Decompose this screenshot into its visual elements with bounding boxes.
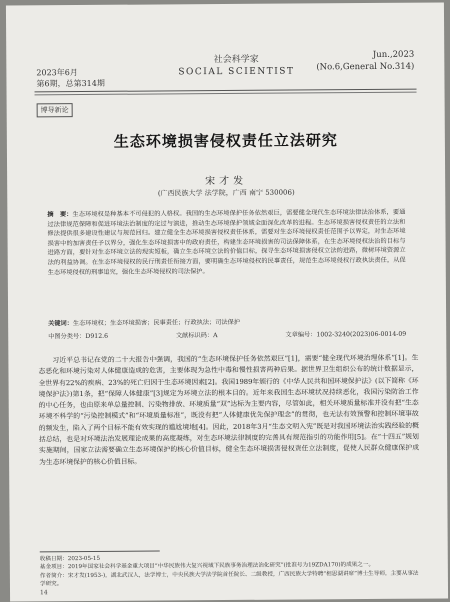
- article-number: 文章编号：1002-3240(2023)06-0014-09: [285, 330, 407, 339]
- clc-number: 中图分类号：D912.6: [48, 332, 109, 341]
- abstract-text: 生态环境权是种基本不可侵犯的人格权。我国的生态环境保护任务依然艰巨，需要健全现代生态环境法律法治体系，要通过法律规范保障和促进环境法治制度的定过与演进，推动生态环境保护领域全面深化改革的进程。生态环境损害侵权责任的立法和修法提供很多建设性建议与规范回归。建立健全生态环境损害侵权责任体系，需要对生态环境侵权责任范围予以界定，对生态环境损害中的加害责任予以界分，强化生态环境损害中的政府责任，构建生态环境损害的司法保障体系，在生态环境侵权法治的目标与进路方面，要针对生态环境立法的现实短板，确立生态环境立法的价值目标，探寻生态环境损害侵权立法的进路，微树环境资源立法的利益协调。在生态环境侵权的民行刑责任衔接方面，要明确生态环境侵权的民事责任，规范生态环境侵权行政执法责任，从促生态环境侵权的刑事追究，强化生态环境侵权的司法保护。: [47, 208, 406, 276]
- header-right: [316, 49, 414, 74]
- journal-name-en: SOCIAL SCIENTIST: [178, 66, 295, 78]
- article-title: 生态环境损害侵权责任立法研究: [113, 131, 338, 151]
- column-tag: 博导新论: [37, 103, 73, 117]
- abstract-label: 摘 要：: [47, 211, 73, 219]
- header-left: [36, 67, 105, 89]
- footnote-funding: 基金项目：2019年国家社会科学基金重大项目“中华民族伟大复兴视域下民族事务治理法治化研究”(批准号为19ZDA170)的成果之一。: [39, 562, 375, 571]
- running-header: [6, 42, 444, 95]
- journal-name-cn: 社会科学家: [213, 54, 259, 66]
- footnotes: [40, 553, 420, 589]
- keywords: [48, 316, 406, 327]
- journal-page: [6, 2, 448, 601]
- article-author: 宋才发: [205, 175, 248, 188]
- document-code: 文献标识码：A: [175, 332, 218, 340]
- header-issue-en: (No.6,General No.314): [316, 61, 415, 73]
- header-rule-thin: [35, 92, 417, 96]
- footnote-rule: [40, 550, 160, 552]
- page-number: 14: [40, 589, 48, 597]
- footnote-received: 收稿日期：2023-05-15: [39, 555, 101, 563]
- header-date-en: Jun.,2023: [372, 49, 415, 60]
- article-meta: [48, 329, 406, 340]
- header-issue-cn: 第6期，总第314期: [36, 78, 105, 89]
- body-paragraph: 习近平总书记在党的二十大报告中强调，我国的“生态环境保护任务依然艰巨”[1]，需要“健全现代环境治理体系”[1]。生态恶化和环境污染对人体健康造成的危害，主要体现为急性中毒和慢性损害两种后果。据世界卫生组织公布的统计数据显示，全世界有22%的疾病、23%的死亡归因于生态环境因素[2]。我国1989年颁行的《中华人民共和国环境保护法》(以下简称《环境保护法》)第1条，把“保障人体健康”[3]规定为环境立法的根本目的。近年来我国生态环境状况持续恶化，我国污染防治工作的中心任务，也由原来单总量控制、污染物排放、环境质量“双”达标为主要内容，尽管如此，相关环境质量标准并没有把“生态环境不科学的“污染控制模式”和“环境质量标准”，既没有把“人体健康优先保护理念”的贯彻，也无法有效预警和控制环境事故的频发生，陷入了两个目标不能有效实现的尴尬境地[4]。因此，2018年3月“生态文明入宪”既是对我国环境法治实践经验的概括总结，也是对环境法治发展理论成果的高度凝练，对生态环境法律制度的完善具有规范指引的功能作用[5]。在“十四五”规划实施期间，国家立法需要确立生态环境保护的核心价值目标，健全生态环境损害侵权责任立法制度，促使人民群众健康保护成为生态环境保护的核心价值目标。: [38, 353, 420, 466]
- keywords-text: 生态环境权；生态环境损害；民事责任；行政执法；司法保护: [72, 318, 240, 328]
- keywords-label: 关键词：: [48, 320, 73, 328]
- author-affiliation: (广西民族大学 法学院，广西 南宁 530006): [157, 188, 295, 198]
- header-date-cn: 2023年6月: [36, 68, 78, 78]
- header-center: [156, 51, 316, 77]
- footnote-author: 作者简介：宋才发(1953-)，湖北武汉人，法学博士，中央民族大学法学院首任院长、二级教授，广西民族大学特聘“相思湖讲席”博士生导师，主要从事法学研究。: [39, 570, 419, 588]
- abstract: [47, 208, 405, 278]
